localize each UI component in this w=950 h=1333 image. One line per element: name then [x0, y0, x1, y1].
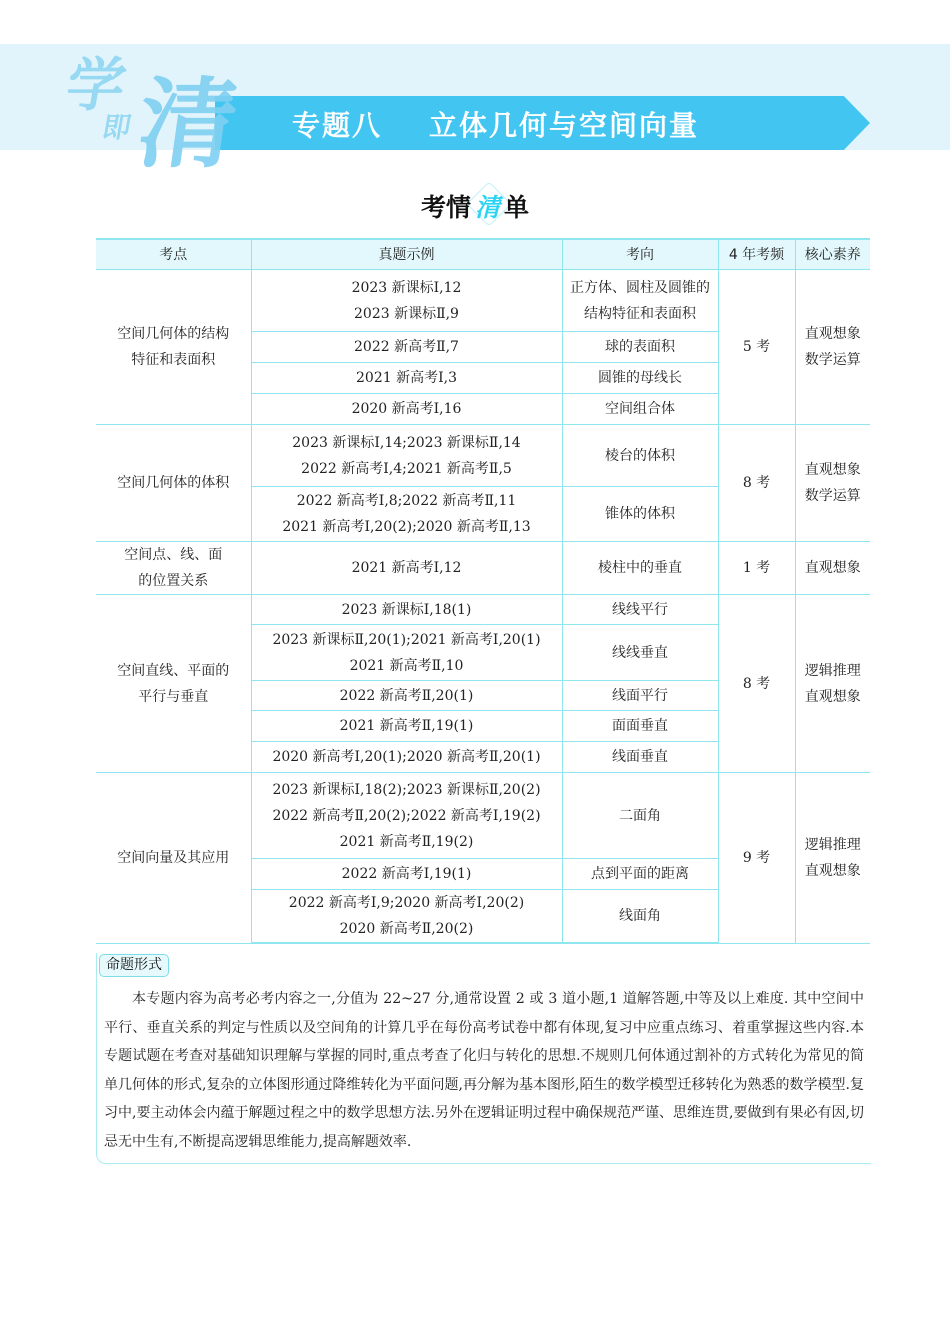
topic-line: 平行与垂直 — [138, 688, 209, 705]
direction-cell: 线面垂直 — [562, 742, 718, 773]
section-title — [0, 188, 950, 224]
banner-calligraphy-ji: 即 — [99, 111, 134, 144]
direction-cell: 面面垂直 — [562, 711, 718, 742]
example-line: 2023 新课标Ⅰ,18(2);2023 新课标Ⅱ,20(2) — [272, 781, 541, 798]
frequency-cell: 1 考 — [718, 542, 795, 595]
header-literacy: 核心素养 — [795, 239, 870, 270]
example-line: 2021 新高考Ⅱ,19(2) — [339, 833, 474, 850]
table-row — [96, 773, 870, 859]
examples-cell: 2023 新课标Ⅰ,18(1) — [251, 595, 562, 625]
direction-cell: 空间组合体 — [562, 394, 718, 425]
header-frequency: 4 年考频 — [718, 239, 795, 270]
examples-cell — [251, 773, 562, 859]
example-line: 2021 新高考Ⅱ,10 — [349, 657, 464, 674]
direction-line: 结构特征和表面积 — [584, 305, 696, 322]
topic-line: 空间点、线、面 — [124, 547, 223, 563]
table-row — [96, 595, 870, 625]
literacy-line: 直观想象 — [804, 862, 861, 879]
direction-cell: 线线垂直 — [562, 625, 718, 681]
literacy-line: 数学运算 — [804, 488, 861, 504]
direction-cell: 圆锥的母线长 — [562, 363, 718, 394]
chapter-title: 专题八 立体几何与空间向量 — [292, 109, 699, 142]
literacy-cell — [795, 425, 870, 542]
literacy-line: 数学运算 — [804, 352, 861, 368]
direction-cell: 二面角 — [562, 773, 718, 859]
section-title-pre: 考情 — [420, 193, 471, 222]
topic-line: 空间几何体的结构 — [117, 326, 230, 342]
exam-overview-table — [96, 238, 870, 944]
examples-cell: 2022 新高考Ⅰ,19(1) — [251, 859, 562, 890]
table-header-row — [96, 239, 870, 270]
example-line: 2022 新高考Ⅰ,4;2021 新高考Ⅱ,5 — [301, 460, 512, 477]
direction-line: 正方体、圆柱及圆锥的 — [570, 279, 710, 296]
examples-cell — [251, 625, 562, 681]
direction-cell: 点到平面的距离 — [562, 859, 718, 890]
examples-cell: 2021 新高考Ⅰ,12 — [251, 542, 562, 595]
topic-line: 的位置关系 — [138, 573, 209, 589]
banner-calligraphy-qing: 清 — [130, 68, 245, 182]
examples-cell — [251, 890, 562, 944]
example-line: 2023 新课标Ⅱ,9 — [354, 305, 459, 322]
examples-cell — [251, 487, 562, 542]
direction-cell: 球的表面积 — [562, 332, 718, 363]
topic-cell: 空间向量及其应用 — [96, 773, 251, 944]
examples-cell: 2020 新高考Ⅰ,20(1);2020 新高考Ⅱ,20(1) — [251, 742, 562, 773]
literacy-line: 直观想象 — [804, 326, 861, 342]
example-line: 2020 新高考Ⅱ,20(2) — [339, 921, 474, 937]
header-direction: 考向 — [562, 239, 718, 270]
topic-cell: 空间几何体的体积 — [96, 425, 251, 542]
topic-line: 空间直线、平面的 — [117, 662, 230, 679]
header-examples: 真题示例 — [251, 239, 562, 270]
question-form-tag: 命题形式 — [99, 954, 169, 977]
literacy-line: 逻辑推理 — [804, 662, 861, 679]
example-line: 2022 新高考Ⅰ,8;2022 新高考Ⅱ,11 — [296, 493, 517, 509]
table-row — [96, 270, 870, 332]
examples-cell: 2022 新高考Ⅱ,20(1) — [251, 681, 562, 711]
frequency-cell: 9 考 — [718, 773, 795, 944]
direction-cell: 棱柱中的垂直 — [562, 542, 718, 595]
question-form-text: 本专题内容为高考必考内容之一,分值为 22~27 分,通常设置 2 或 3 道小题,1 道解答题,中等及以上难度. 其中空间中平行、垂直关系的判定与性质以及空间角的计算几乎在每份高考试卷中都有体现,复习中应重点练习、着重掌握这些内容.本专题试题在考查对基础知识理解与掌握的同时,重点考查了化归与转化的思想.不规则几何体通过割补的方式转化为常见的简单几何体的形式,复杂的立体图形通过降维转化为平面问题,再分解为基本图形,陌生的数学模型迁移转化为熟悉的数学模型.复习中,要主动体会内蕴于解题过程之中的数学思想方法.另外在逻辑证明过程中确保规范严谨、思维连贯,要做到有果必有因,切忌无中生有,不断提高逻辑思维能力,提高解题效率. — [104, 991, 864, 1150]
literacy-cell: 直观想象 — [795, 542, 870, 595]
topic-line: 特征和表面积 — [131, 352, 216, 368]
section-title-post: 单 — [504, 193, 530, 222]
examples-cell — [251, 425, 562, 487]
literacy-cell — [795, 773, 870, 944]
literacy-line: 直观想象 — [804, 462, 861, 478]
direction-cell — [562, 270, 718, 332]
example-line: 2023 新课标Ⅱ,20(1);2021 新高考Ⅰ,20(1) — [272, 631, 541, 648]
example-line: 2023 新课标Ⅰ,12 — [351, 279, 462, 296]
table-row — [96, 542, 870, 595]
table-row — [96, 425, 870, 487]
topic-cell — [96, 595, 251, 773]
example-line: 2023 新课标Ⅰ,14;2023 新课标Ⅱ,14 — [292, 434, 521, 451]
literacy-line: 逻辑推理 — [804, 836, 861, 853]
direction-cell: 线线平行 — [562, 595, 718, 625]
literacy-cell — [795, 270, 870, 425]
frequency-cell: 5 考 — [718, 270, 795, 425]
literacy-line: 直观想象 — [804, 688, 861, 705]
topic-cell — [96, 542, 251, 595]
header-topic: 考点 — [96, 239, 251, 270]
frequency-cell: 8 考 — [718, 425, 795, 542]
direction-cell: 线面平行 — [562, 681, 718, 711]
section-title-highlight: 清 — [471, 188, 504, 224]
example-line: 2021 新高考Ⅰ,20(2);2020 新高考Ⅱ,13 — [282, 519, 531, 535]
direction-cell: 线面角 — [562, 890, 718, 944]
topic-cell — [96, 270, 251, 425]
literacy-cell — [795, 595, 870, 773]
examples-cell: 2021 新高考Ⅱ,19(1) — [251, 711, 562, 742]
examples-cell: 2020 新高考Ⅰ,16 — [251, 394, 562, 425]
direction-cell: 棱台的体积 — [562, 425, 718, 487]
example-line: 2022 新高考Ⅰ,9;2020 新高考Ⅰ,20(2) — [288, 895, 525, 911]
frequency-cell: 8 考 — [718, 595, 795, 773]
examples-cell: 2022 新高考Ⅱ,7 — [251, 332, 562, 363]
example-line: 2022 新高考Ⅱ,20(2);2022 新高考Ⅰ,19(2) — [272, 807, 541, 824]
examples-cell — [251, 270, 562, 332]
examples-cell: 2021 新高考Ⅰ,3 — [251, 363, 562, 394]
banner-calligraphy-xue: 学 — [61, 51, 132, 119]
direction-cell: 锥体的体积 — [562, 487, 718, 542]
